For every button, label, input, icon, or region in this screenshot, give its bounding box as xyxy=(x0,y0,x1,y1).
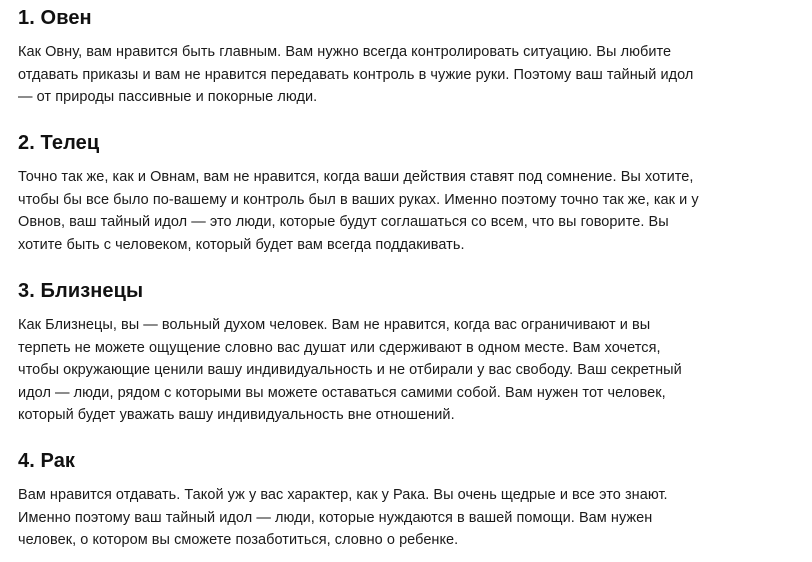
section-paragraph xyxy=(18,166,699,256)
paragraph-line: Вам нравится отдавать. Такой уж у вас характер, как у Рака. Вы очень щедрые и все это знают. xyxy=(18,487,668,503)
section-taurus xyxy=(18,130,699,256)
section-aries xyxy=(18,5,693,109)
section-cancer xyxy=(18,448,668,552)
section-heading: 2. Телец xyxy=(18,132,100,154)
paragraph-line: Как Близнецы, вы — вольный духом человек. Вам не нравится, когда вас ограничивают и вы xyxy=(18,317,651,333)
paragraph-line: Овнов, ваш тайный идол — это люди, которые будут соглашаться со всем, что вы говорите. Вы xyxy=(18,214,669,230)
paragraph-line: хотите быть с человеком, который будет вам всегда поддакивать. xyxy=(18,236,465,253)
paragraph-line: Именно поэтому ваш тайный идол — люди, которые нуждаются в вашей помощи. Вам нужен xyxy=(18,509,653,526)
section-heading: 1. Овен xyxy=(18,7,92,29)
paragraph-line: — от природы пассивные и покорные люди. xyxy=(18,89,318,105)
paragraph-line: Точно так же, как и Овнам, вам не нравится, когда ваши действия ставят под сомнение. Вы хотите, xyxy=(18,169,694,185)
paragraph-line: который будет уважать вашу индивидуальность вне отношений. xyxy=(18,407,455,423)
paragraph-line: чтобы бы все было по-вашему и контроль был в ваших руках. Именно поэтому точно так же, как и у xyxy=(18,191,699,208)
section-paragraph xyxy=(18,41,693,109)
paragraph-line: отдавать приказы и вам не нравится передавать контроль в чужие руки. Поэтому ваш тайный идол xyxy=(18,66,694,83)
paragraph-line: терпеть не можете ощущение словно вас душат или сдерживают в одном месте. Вам хочется, xyxy=(18,339,661,356)
section-paragraph xyxy=(18,484,668,552)
paragraph-line: чтобы окружающие ценили вашу индивидуальность и не отбирали у вас свободу. Ваш секретный xyxy=(18,362,682,378)
section-heading: 3. Близнецы xyxy=(18,280,144,302)
paragraph-line: Как Овну, вам нравится быть главным. Вам нужно всегда контролировать ситуацию. Вы любите xyxy=(18,44,672,60)
section-paragraph xyxy=(18,314,682,427)
section-heading: 4. Рак xyxy=(18,450,76,472)
paragraph-line: человек, о котором вы сможете позаботиться, словно о ребенке. xyxy=(18,532,459,548)
paragraph-line: идол — люди, рядом с которыми вы можете оставаться самими собой. Вам нужен тот человек, xyxy=(18,384,666,401)
section-gemini xyxy=(18,278,682,427)
